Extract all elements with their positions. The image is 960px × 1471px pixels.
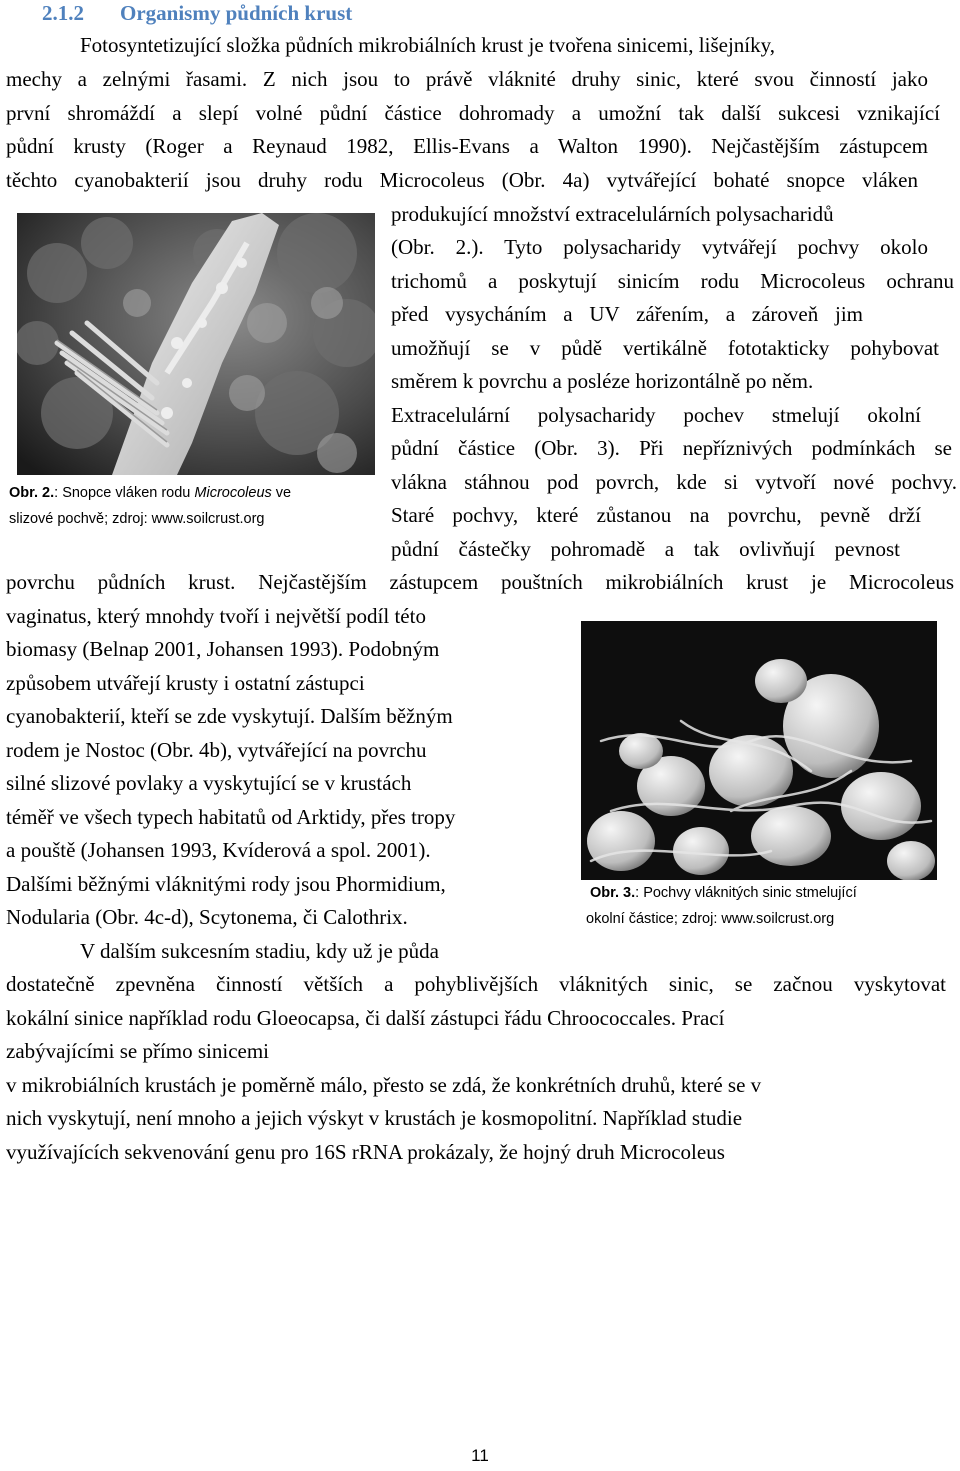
text-line: směrem k povrchu a posléze horizontálně po něm. — [391, 369, 814, 393]
text-line: vaginatus, který mnohdy tvoří i největší podíl této — [6, 604, 426, 628]
caption-text: : Snopce vláken rodu — [54, 485, 195, 501]
text-line: umožňují se v půdě vertikálně fototakticky pohybovat — [391, 336, 939, 360]
figure-3-caption — [590, 880, 857, 906]
text-line: V dalším sukcesním stadiu, kdy už je půda — [80, 939, 439, 963]
figure-2-caption-line2: slizové pochvě; zdroj: www.soilcrust.org — [9, 511, 265, 527]
figure-2-caption — [9, 480, 291, 506]
text-line: rodem je Nostoc (Obr. 4b), vytvářející na povrchu — [6, 738, 427, 762]
text-line: Staré pochvy, které zůstanou na povrchu, pevně drží — [391, 503, 921, 527]
text-line: využívajících sekvenování genu pro 16S rRNA prokázaly, že hojný druh Microcoleus — [6, 1140, 725, 1164]
text-line: mechy a zelnými řasami. Z nich jsou to právě vláknité druhy sinic, které svou činností jako — [6, 67, 928, 91]
text-line: těchto cyanobakterií jsou druhy rodu Microcoleus (Obr. 4a) vytvářející bohaté snopce vláken — [6, 168, 918, 192]
text-line: Extracelulární polysacharidy pochev stmelují okolní — [391, 403, 921, 427]
text-line: první shromáždí a slepí volné půdní částice dohromady a umožní tak další sukcesi vznikající — [6, 101, 940, 125]
text-line: a pouště (Johansen 1993, Kvíderová a spol. 2001). — [6, 838, 431, 862]
figure-3-caption-line2: okolní částice; zdroj: www.soilcrust.org — [586, 911, 835, 927]
text-line: vlákna stáhnou pod povrch, kde si vytvoří nové pochvy. — [391, 470, 957, 494]
text-line: v mikrobiálních krustách je poměrně málo, přesto se zdá, že konkrétních druhů, které se v — [6, 1073, 762, 1097]
text-line: trichomů a poskytují sinicím rodu Microcoleus ochranu — [391, 269, 954, 293]
text-line: Nodularia (Obr. 4c-d), Scytonema, či Calothrix. — [6, 905, 408, 929]
text-line: půdní částečky pohromadě a tak ovlivňují pevnost — [391, 537, 900, 561]
section-heading — [42, 1, 352, 26]
particles-micrograph — [581, 621, 937, 880]
text-line: produkující množství extracelulárních polysacharidů — [391, 202, 834, 226]
figure-2-image — [17, 213, 375, 475]
page-number: 11 — [471, 1446, 489, 1465]
text-line: silné slizové povlaky a vyskytující se v krustách — [6, 771, 412, 795]
text-line: biomasy (Belnap 2001, Johansen 1993). Podobným — [6, 637, 440, 661]
text-line: půdní krusty (Roger a Reynaud 1982, Ellis-Evans a Walton 1990). Nejčastějším zástupcem — [6, 134, 928, 158]
caption-text: ve — [271, 485, 292, 501]
figure-2-label: Obr. 2. — [9, 485, 55, 501]
text-line: kokální sinice například rodu Gloeocapsa, či další zástupci řádu Chroococcales. Prací — [6, 1006, 725, 1030]
text-line: způsobem utvářejí krusty i ostatní zástupci — [6, 671, 365, 695]
text-line: Fotosyntetizující složka půdních mikrobiálních krust je tvořena sinicemi, lišejníky, — [80, 33, 776, 57]
figure-3-label: Obr. 3. — [590, 885, 636, 901]
text-line: půdní částice (Obr. 3). Při nepříznivých podmínkách se — [391, 436, 952, 460]
text-line: nich vyskytují, není mnoho a jejich výskyt v krustách je kosmopolitní. Například studie — [6, 1106, 743, 1130]
text-line: Dalšími běžnými vláknitými rody jsou Phormidium, — [6, 872, 446, 896]
text-line: povrchu půdních krust. Nejčastějším zástupcem pouštních mikrobiálních krust je Microcoleus — [6, 570, 954, 594]
caption-text: : Pochvy vláknitých sinic stmelující — [635, 885, 857, 901]
sem-micrograph — [17, 213, 375, 475]
text-line: před vysycháním a UV zářením, a zároveň jim — [391, 302, 863, 326]
text-line: cyanobakterií, kteří se zde vyskytují. Dalším běžným — [6, 704, 453, 728]
figure-3-image — [581, 621, 937, 880]
text-line: téměř ve všech typech habitatů od Arktidy, přes tropy — [6, 805, 456, 829]
text-line: (Obr. 2.). Tyto polysacharidy vytvářejí pochvy okolo — [391, 235, 928, 259]
text-line: dostatečně zpevněna činností větších a pohyblivějších vláknitých sinic, se začnou vyskytovat — [6, 972, 946, 996]
section-number: 2.1.2 — [42, 1, 84, 25]
section-title: Organismy půdních krust — [120, 1, 353, 25]
caption-italic: Microcoleus — [194, 485, 272, 501]
text-line: zabývajícími se přímo sinicemi — [6, 1039, 270, 1063]
